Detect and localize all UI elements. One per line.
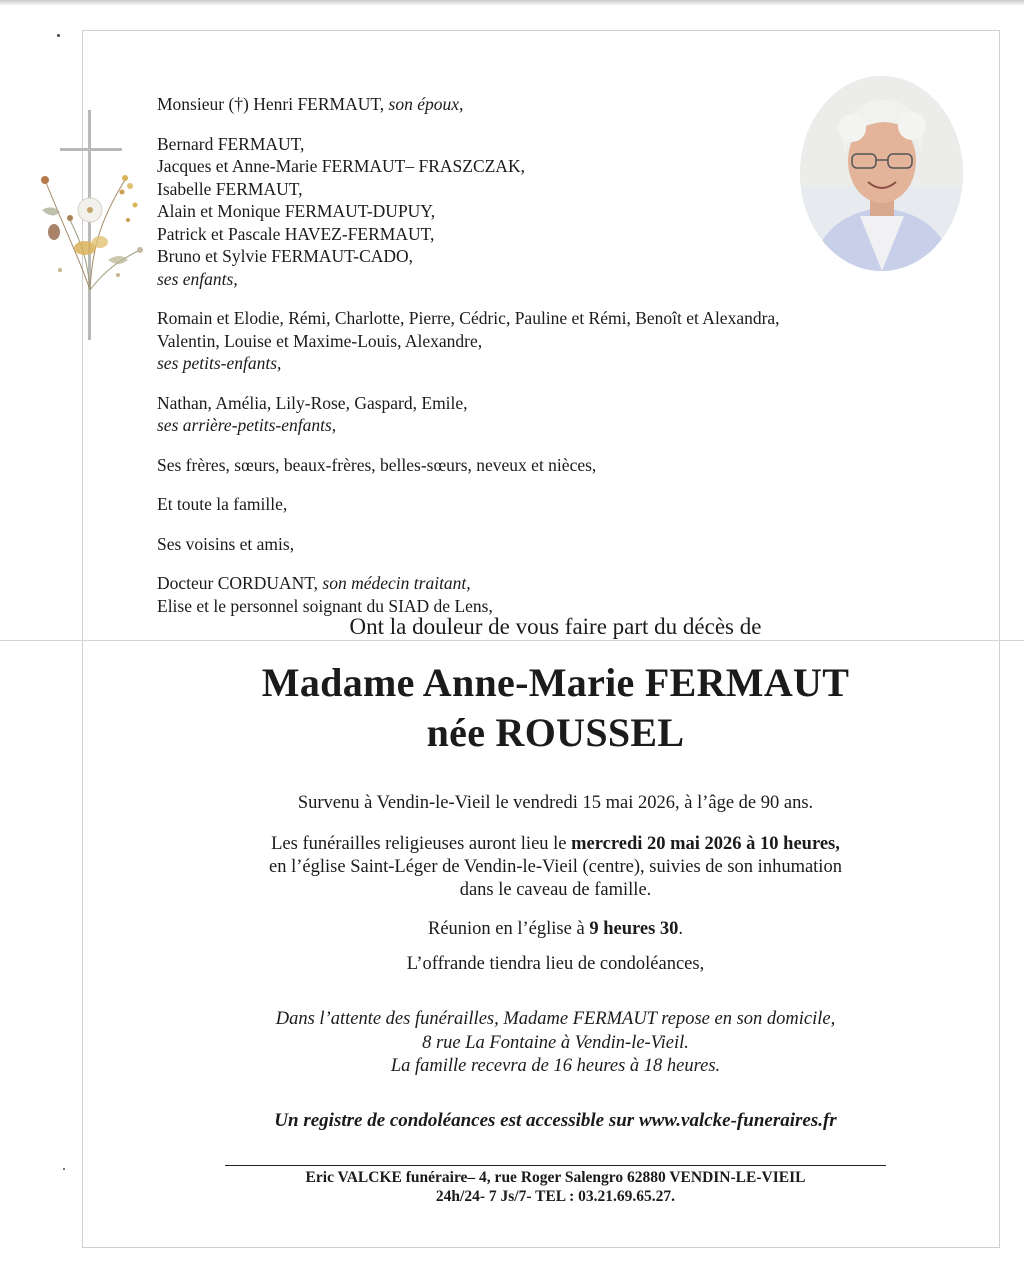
rest-line3: La famille recevra de 16 heures à 18 heures.: [390, 1056, 721, 1076]
scan-speck: [63, 1168, 65, 1170]
rest-line1: Dans l’attente des funérailles, Madame FERMAUT repose en son domicile,: [275, 1009, 836, 1029]
neighbors-group: [157, 533, 877, 556]
grandchildren-line: Romain et Elodie, Rémi, Charlotte, Pierre, Cédric, Pauline et Rémi, Benoît et Alexandra,: [157, 308, 780, 328]
grandchildren-group: [157, 307, 877, 375]
funeral-home-footer: [225, 1168, 886, 1206]
rest-details: [150, 1008, 961, 1079]
meeting-end: .: [678, 919, 684, 939]
spouse-name: Monsieur (†) Henri FERMAUT,: [157, 94, 385, 114]
death-notice: Survenu à Vendin-le-Vieil le vendredi 15 mai 2026, à l’âge de 90 ans.: [297, 793, 814, 813]
care-group: [157, 572, 877, 617]
child-line: Bruno et Sylvie FERMAUT-CADO,: [157, 246, 414, 266]
announcement: Ont la douleur de vous faire part du décès de: [349, 614, 762, 639]
family-list: [157, 93, 877, 634]
condolence-registry: Un registre de condoléances est accessible sur www.valcke-funeraires.fr: [274, 1110, 837, 1131]
siblings-group: [157, 454, 877, 477]
meeting-hour: 9 heures 30: [589, 919, 679, 939]
siblings-line: Ses frères, sœurs, beaux-frères, belles-sœurs, neveux et nièces,: [157, 454, 597, 475]
cross-flower-decoration: [30, 110, 155, 350]
spouse-group: [157, 93, 877, 116]
footer-phone: 24h/24- 7 Js/7- TEL : 03.21.69.65.27.: [435, 1188, 676, 1205]
deceased-name-line2: née ROUSSEL: [426, 710, 685, 755]
scan-edge: [0, 0, 1024, 6]
child-line: Isabelle FERMAUT,: [157, 178, 303, 199]
great-grandchildren-line: Nathan, Amélia, Lily-Rose, Gaspard, Emile,: [157, 392, 468, 413]
children-role: ses enfants,: [157, 268, 238, 289]
doctor-role: son médecin traitant,: [322, 573, 471, 593]
offering-note: L’offrande tiendra lieu de condoléances,: [406, 954, 705, 974]
spouse-role: son époux,: [388, 94, 464, 114]
great-grandchildren-role: ses arrière-petits-enfants,: [157, 415, 337, 435]
grandchildren-role: ses petits-enfants,: [157, 353, 282, 373]
funeral-details: [150, 833, 961, 902]
doctor-name: Docteur CORDUANT,: [157, 573, 319, 593]
footer-divider: [225, 1165, 886, 1166]
family-group: [157, 493, 877, 516]
funeral-burial: dans le caveau de famille.: [459, 880, 652, 900]
fold-line: [0, 640, 1024, 641]
neighbors-line: Ses voisins et amis,: [157, 533, 295, 554]
rest-line2: 8 rue La Fontaine à Vendin-le-Vieil.: [422, 1032, 689, 1053]
meeting-intro: Réunion en l’église à: [427, 919, 590, 939]
grandchildren-line: Valentin, Louise et Maxime-Louis, Alexandre,: [157, 330, 483, 351]
child-line: Jacques et Anne-Marie FERMAUT– FRASZCZAK,: [157, 156, 525, 176]
family-line: Et toute la famille,: [157, 494, 288, 514]
deceased-name: [150, 658, 961, 758]
cross-icon: [60, 110, 122, 340]
funeral-church: en l’église Saint-Léger de Vendin-le-Vieil (centre), suivies de son inhumation: [269, 857, 842, 877]
child-line: Alain et Monique FERMAUT-DUPUY,: [157, 201, 436, 221]
footer-address: Eric VALCKE funéraire– 4, rue Roger Salengro 62880 VENDIN-LE-VIEIL: [305, 1169, 806, 1186]
child-line: Patrick et Pascale HAVEZ-FERMAUT,: [157, 223, 435, 244]
meeting-time: [150, 918, 961, 941]
deceased-name-line1: Madame Anne-Marie FERMAUT: [261, 660, 850, 705]
funeral-date-time: mercredi 20 mai 2026 à 10 heures,: [571, 834, 840, 854]
children-group: [157, 133, 877, 291]
child-line: Bernard FERMAUT,: [157, 133, 305, 154]
funeral-intro: Les funérailles religieuses auront lieu le: [271, 834, 572, 854]
great-grandchildren-group: [157, 392, 877, 437]
flower-bouquet-icon: [41, 175, 143, 290]
scan-speck: [57, 34, 60, 37]
care-staff-line: Elise et le personnel soignant du SIAD de Lens,: [157, 595, 493, 616]
